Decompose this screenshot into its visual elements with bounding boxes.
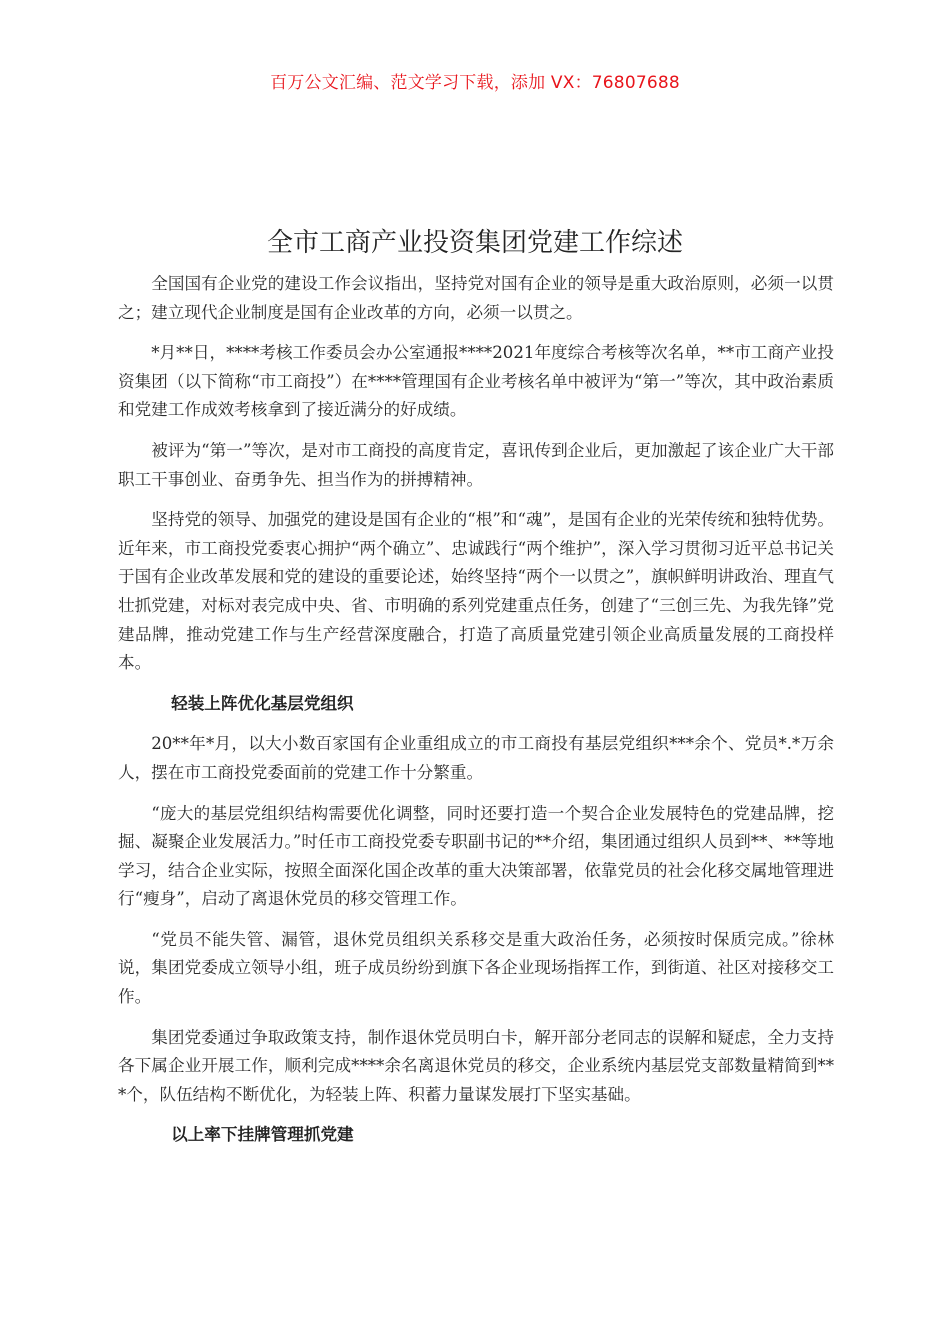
document-body bbox=[118, 270, 834, 1162]
watermark-banner: 百万公文汇编、范文学习下载，添加 VX：76807688 bbox=[270, 73, 680, 93]
paragraph: 全国国有企业党的建设工作会议指出，坚持党对国有企业的领导是重大政治原则，必须一以贯之；建立现代企业制度是国有企业改革的方向，必须一以贯之。 bbox=[118, 274, 834, 322]
section-heading: 以上率下挂牌管理抓党建 bbox=[171, 1125, 354, 1145]
paragraph: “党员不能失管、漏管，退休党员组织关系移交是重大政治任务，必须按时保质完成。”徐林说，集团党委成立领导小组，班子成员纷纷到旗下各企业现场指挥工作，到街道、社区对接移交工作。 bbox=[118, 929, 834, 1007]
paragraph: 被评为“第一”等次，是对市工商投的高度肯定，喜讯传到企业后，更加激起了该企业广大干部职工干事创业、奋勇争先、担当作为的拼搏精神。 bbox=[118, 440, 834, 489]
paragraph: 20**年*月，以大小数百家国有企业重组成立的市工商投有基层党组织***余个、党员*.*万余人，摆在市工商投党委面前的党建工作十分繁重。 bbox=[118, 734, 834, 782]
paragraph: “庞大的基层党组织结构需要优化调整，同时还要打造一个契合企业发展特色的党建品牌，挖掘、凝聚企业发展活力。”时任市工商投党委专职副书记的**介绍，集团通过组织人员到**、**等地学习，结合企业实际，按照全面深化国企改革的重大决策部署，依靠党员的社会化移交属地管理进行“瘦身”，启动了离退休党员的移交管理工作。 bbox=[118, 803, 834, 909]
paragraph: 坚持党的领导、加强党的建设是国有企业的“根”和“魂”，是国有企业的光荣传统和独特优势。近年来，市工商投党委衷心拥护“两个确立”、忠诚践行“两个维护”，深入学习贯彻习近平总书记关于国有企业改革发展和党的建设的重要论述，始终坚持“两个一以贯之”，旗帜鲜明讲政治、理直气壮抓党建，对标对表完成中央、省、市明确的系列党建重点任务，创建了“三创三先、为我先锋”党建品牌，推动党建工作与生产经营深度融合，打造了高质量党建引领企业高质量发展的工商投样本。 bbox=[118, 510, 834, 673]
paragraph: *月**日，****考核工作委员会办公室通报****2021年度综合考核等次名单，**市工商产业投资集团（以下简称“市工商投”）在****管理国有企业考核名单中被评为“第一”等次，其中政治素质和党建工作成效考核拿到了接近满分的好成绩。 bbox=[118, 343, 834, 420]
paragraph: 集团党委通过争取政策支持，制作退休党员明白卡，解开部分老同志的误解和疑虑，全力支持各下属企业开展工作，顺利完成****余名离退休党员的移交，企业系统内基层党支部数量精简到***个，队伍结构不断优化，为轻装上阵、积蓄力量谋发展打下坚实基础。 bbox=[118, 1027, 834, 1104]
section-heading: 轻装上阵优化基层党组织 bbox=[171, 693, 354, 713]
document-title: 全市工商产业投资集团党建工作综述 bbox=[266, 228, 683, 258]
